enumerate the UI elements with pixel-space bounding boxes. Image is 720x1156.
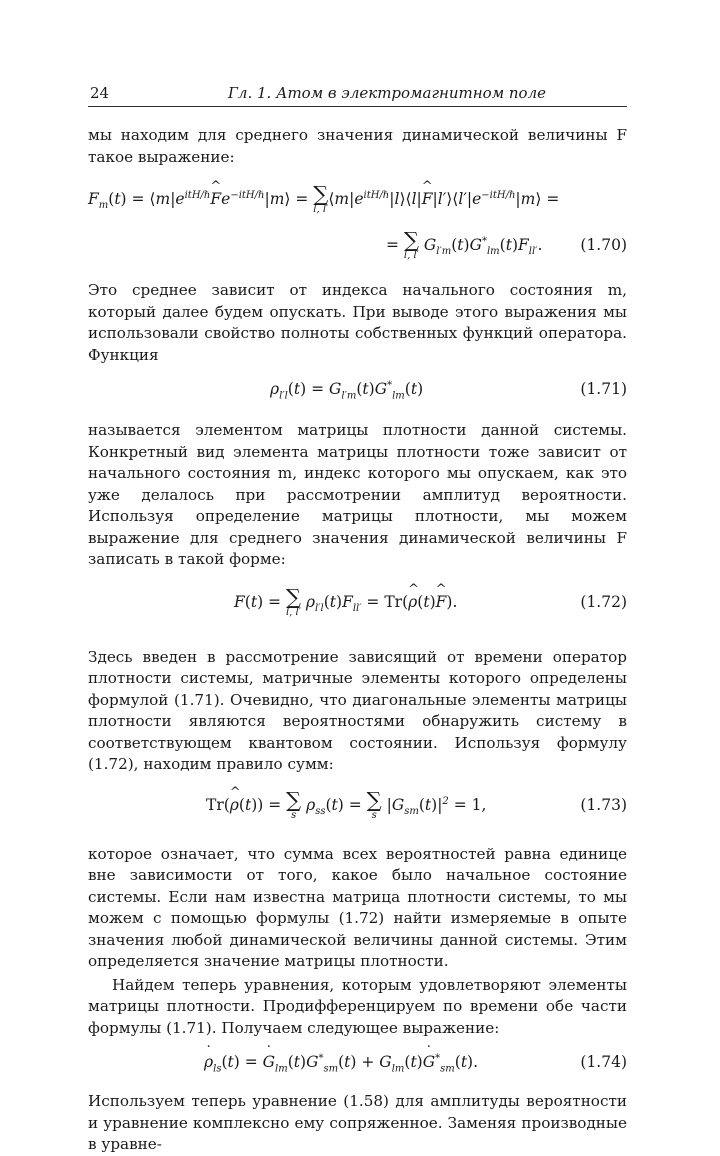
equation-1-74: [88, 1039, 627, 1085]
equation-number-1-71: (1.71): [580, 380, 627, 398]
paragraph-6: Найдем теперь уравнения, которым удовлетворяют элементы матрицы плотности. Продифференцируем по времени обе части формулы (1.71). Получаем следующее выражение:: [88, 975, 627, 1037]
book-page: [88, 80, 627, 1156]
equation-1-71-body: $\rho_{l'l}(t) = G_{l'm}(t)G^*_{lm}(t)$: [270, 380, 424, 402]
equation-1-73: [88, 776, 627, 838]
chapter-title: Гл. 1. Атом в электромагнитном поле: [228, 84, 547, 102]
equation-1-74-body: ˙ $\rho_{ls}(t)$ = ˙ $G_{lm}(t)G^*_{sm}(t)$ + $G_{lm}(t)˙$ $G^*_{sm}(t)$.: [204, 1053, 478, 1074]
paragraph-5: которое означает, что сумма всех вероятностей равна единице вне зависимости от того, какое было начальное состояние системы. Если нам известна матрица плотности системы, то мы можем с помощью формулы (1.72) найти измеряемые в опыте значения любой динамической величины данной системы. Этим определяется значение матрицы плотности.: [88, 844, 627, 970]
equation-1-73-body: Tr(^ ρ(t)) = ∑ s $\rho_{ss}(t)$ = ∑ s $|G_{sm}(t)|^2 = 1$,: [206, 790, 486, 822]
paragraph-4: Здесь введен в рассмотрение зависящий от времени оператор плотности системы, матричные элементы которого определены формулой (1.71). Очевидно, что диагональные элементы матрицы плотности являются вероятностями обнаружить систему в соответствующем квантовом состоянии. Используя формулу (1.72), находим правило сумм:: [88, 647, 627, 773]
equation-number-1-70: (1.70): [580, 236, 627, 254]
equation-number-1-73: (1.73): [580, 795, 627, 814]
equation-1-70-line-2: = ∑ l, l′ $G_{l'm}(t)G^*_{lm}(t)F_{ll'}$.: [386, 228, 543, 261]
equation-1-72-body: F(t) = ∑ l, l′ $\rho_{l'l}(t)F_{ll'}$ = Tr(^ ρ(t)^ F).: [234, 587, 457, 619]
page-number: 24: [90, 84, 110, 102]
running-header: [88, 80, 627, 107]
paragraph-2: Это среднее зависит от индекса начального состояния m, который далее будем опускать. При выводе этого выражения мы использовали свойство полноты собственных функций оператора. Функция: [88, 281, 627, 364]
equation-number-1-74: (1.74): [580, 1053, 627, 1071]
paragraph-7: Используем теперь уравнение (1.58) для амплитуды вероятности и уравнение комплексно ему сопряженное. Заменяя производные в уравне-: [88, 1092, 627, 1153]
equation-1-70: [88, 168, 627, 268]
paragraph-3: называется элементом матрицы плотности данной системы. Конкретный вид элемента матрицы плотности тоже зависит от начального состояния m, индекс которого мы опускаем, как это уже делалось при рассмотрении амплитуд вероятности. Используя определение матрицы плотности, мы можем выражение для среднего значения динамической величины F записать в такой форме:: [88, 421, 627, 568]
paragraph-1: мы находим для среднего значения динамической величины F такое выражение:: [88, 126, 627, 166]
equation-number-1-72: (1.72): [580, 592, 627, 611]
equation-1-70-line-1: $F_m(t)$ = $⟨m|e^{itH/\hbar}\^{}$ $Fe^{-itH/\hbar}|m⟩$ = ∑ l, l′ $⟨m|e^{itH/\hbar}|l⟩⟨l|\^{}$ $F|l'⟩⟨l'|e^{-itH/\hbar}|m⟩$ =: [88, 184, 559, 216]
equation-1-72: [88, 571, 627, 637]
equation-1-71: [88, 366, 627, 414]
